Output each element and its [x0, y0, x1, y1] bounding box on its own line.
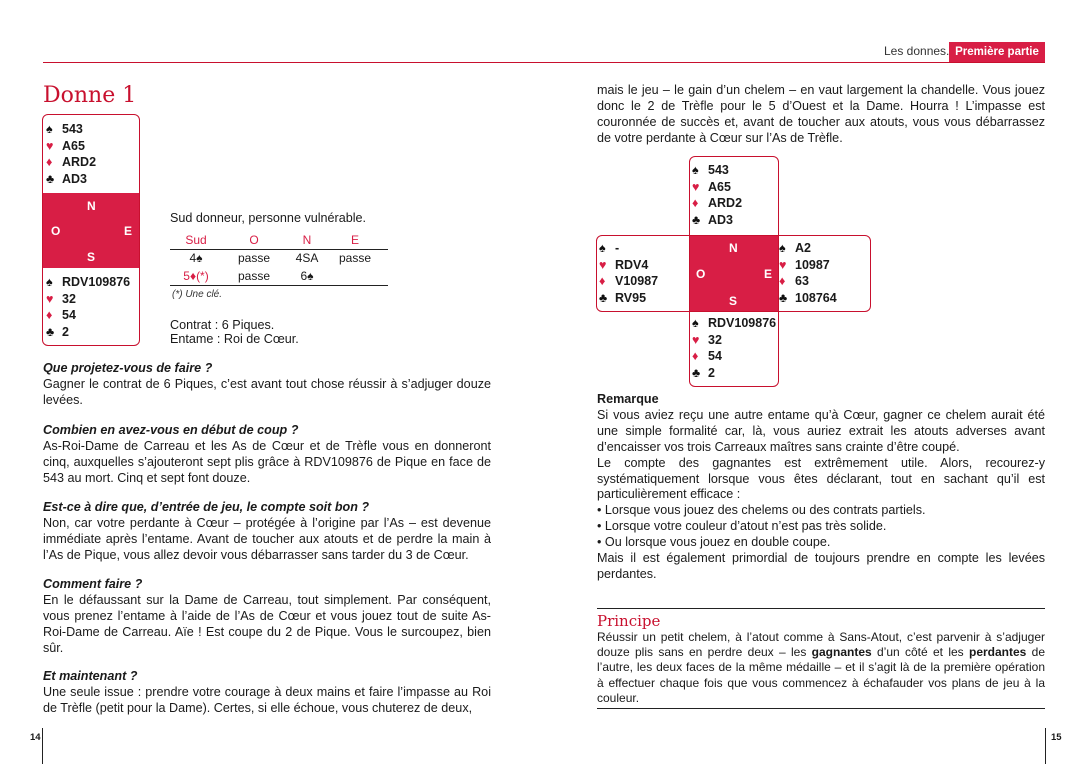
compass-n: N: [729, 241, 738, 255]
answer: As-Roi-Dame de Carreau et les As de Cœur et de Trèfle vous en donneront cinq, auxquelles s’ajouteront sept plis grâce à RDV109876 de Pique en face de 543 au mort. Cinq et sept font douze.: [43, 438, 491, 485]
header-rule: [43, 62, 1045, 63]
club-icon: ♣: [779, 290, 788, 305]
remarque-paragraph: Si vous aviez reçu une autre entame qu’à Cœur, gagner ce chelem aurait été une simple formalité car, là, vous auriez extrait les atouts adverses avant d’encaisser vos trois Carreaux maîtres sans crainte d’être coupé.: [597, 407, 1045, 454]
compass-e: E: [764, 267, 773, 281]
heart-icon: ♥: [692, 332, 700, 347]
heart-icon: ♥: [46, 291, 54, 306]
bid-header-sud: Sud: [185, 233, 207, 247]
qa-block-2: [43, 423, 491, 487]
bid-cell: passe: [237, 251, 271, 265]
answer: Gagner le contrat de 6 Piques, c’est avant tout chose réussir à s’adjuger douze levées.: [43, 376, 491, 407]
remarque-paragraph: Mais il est également primordial de toujours prendre en compte les levées perdantes.: [597, 551, 1045, 581]
question: Est-ce à dire que, d’entrée de jeu, le compte soit bon ?: [43, 500, 370, 514]
heart-icon: ♥: [692, 179, 700, 194]
club-icon: ♣: [46, 324, 55, 339]
qa-block-4: [43, 577, 491, 657]
spade-icon: ♠: [779, 241, 786, 255]
heart-icon: ♥: [779, 257, 787, 272]
diamond-icon: ♦: [692, 196, 699, 211]
page-number-left: 14: [30, 732, 41, 743]
compass-n: N: [87, 199, 96, 213]
spade-icon: ♠: [692, 163, 699, 177]
compass-s: S: [87, 250, 96, 264]
diamond-icon: ♦: [599, 274, 606, 289]
part-badge: Première partie: [949, 42, 1045, 62]
south-hand: ♠ RDV109876 ♥ 32 ♦ 54 ♣ 2: [692, 316, 777, 380]
bid-header-n: N: [302, 233, 312, 247]
ns-compass: [43, 193, 139, 268]
bid-header-o: O: [249, 233, 259, 247]
qa-block-3: [43, 500, 491, 564]
east-hand: ♠ A2 ♥ 10987 ♦ 63 ♣ 108764: [779, 241, 837, 305]
page-number-right: 15: [1051, 732, 1062, 743]
compass-s: S: [729, 294, 738, 308]
west-hand: ♠ - ♥ RDV4 ♦ V10987 ♣ RV95: [599, 241, 659, 305]
bid-footnote: (*) Une clé.: [172, 289, 223, 300]
spade-icon: ♠: [692, 316, 699, 330]
spade-icon: ♠: [46, 122, 53, 136]
bid-rule: [170, 285, 388, 286]
qa-block-1: [43, 361, 491, 409]
principe-top-rule: [597, 608, 1045, 609]
club-icon: ♣: [46, 171, 55, 186]
page-title: Donne 1: [43, 83, 137, 108]
diamond-icon: ♦: [46, 308, 53, 323]
continuation-paragraph: mais le jeu – le gain d’un chelem – en vaut largement la chandelle. Vous jouez donc le 2 de Trèfle pour le 5 d’Ouest et la Dame. Hourra ! L’impasse est couronnée de succès et, avant de toucher aux atouts, vous vous débarrassez de votre perdante à Cœur sur l’As de Trèfle.: [597, 83, 1045, 145]
principe-bottom-rule: [597, 708, 1045, 709]
bid-cell: 6♠: [300, 269, 314, 283]
footer-rule-right: [1045, 728, 1046, 764]
compass-o: O: [696, 267, 706, 281]
ns-compass-right: [690, 236, 778, 311]
spade-icon: ♠: [46, 275, 53, 289]
bullet-item: • Lorsque vous jouez des chelems ou des contrats partiels.: [597, 503, 926, 518]
running-header-section: Les donnes.: [884, 44, 950, 58]
club-icon: ♣: [692, 212, 701, 227]
question: Comment faire ?: [43, 577, 143, 591]
question: Combien en avez-vous en début de coup ?: [43, 423, 299, 437]
answer: Non, car votre perdante à Cœur – protégée à l’origine par l’As – est devenue immédiate après l’entame. Avant de toucher aux atouts et de perdre la main à l’As de Pique, vous allez devoir vous débarrasser sans tarder du 3 de Cœur.: [43, 515, 491, 562]
qa-block-5: [43, 669, 491, 717]
bid-cell: passe: [237, 269, 271, 283]
footer-rule-left: [42, 728, 43, 764]
bullet-item: • Ou lorsque vous jouez en double coupe.: [597, 535, 831, 550]
remarque-paragraph: Le compte des gagnantes est extrêmement utile. Alors, recourez-y systématiquement lorsque vous êtes déclarant, tout en sachant qu’il est particulièrement efficace :: [597, 455, 1045, 502]
bid-rule: [170, 249, 388, 250]
compass-o: O: [51, 224, 61, 238]
remarque-title: Remarque: [597, 392, 659, 406]
diamond-icon: ♦: [46, 155, 53, 170]
diamond-icon: ♦: [779, 274, 786, 289]
diamond-icon: ♦: [692, 349, 699, 364]
north-hand: ♠ 543 ♥ A65 ♦ ARD2 ♣ AD3: [692, 163, 743, 227]
answer: Une seule issue : prendre votre courage à deux mains et faire l’impasse au Roi de Trèfle (petit pour la Dame). Certes, si elle échoue, vous chuterez de deux,: [43, 684, 491, 715]
south-hand-left: ♠ RDV109876 ♥ 32 ♦ 54 ♣ 2: [46, 275, 131, 339]
deal-info: Sud donneur, personne vulnérable.: [170, 211, 367, 225]
club-icon: ♣: [599, 290, 608, 305]
principe-title: Principe: [597, 612, 661, 630]
bid-header-e: E: [350, 233, 359, 247]
remarque-section: [597, 392, 1045, 583]
compass-e: E: [124, 224, 133, 238]
opening-lead: Entame : Roi de Cœur.: [170, 332, 299, 346]
bid-cell: passe: [338, 251, 372, 265]
spade-icon: ♠: [599, 241, 606, 255]
question: Et maintenant ?: [43, 669, 138, 683]
answer: En le défaussant sur la Dame de Carreau, tout simplement. Par conséquent, vous prenez l’entame à l’aide de l’As de Cœur et vous jouez tout de suite As-Roi-Dame de Carreau. Aïe ! Est coupe du 2 de Pique. Vous le surcoupez, bien sûr.: [43, 592, 491, 655]
bullet-item: • Lorsque votre couleur d’atout n’est pas très solide.: [597, 519, 887, 534]
heart-icon: ♥: [46, 138, 54, 153]
contract: Contrat : 6 Piques.: [170, 318, 275, 332]
heart-icon: ♥: [599, 257, 607, 272]
principe-text: Réussir un petit chelem, à l’atout comme à Sans-Atout, c’est parvenir à s’adjuger douze plis sans en perdre deux – les gagnantes d’un côté et les perdantes de l’autre, les deux faces de la même médaille – et il s’agit là de la première opération à effectuer chaque fois que vous commencez à échafauder vos plans de jeu à la couleur.: [597, 630, 1046, 705]
question: Que projetez-vous de faire ?: [43, 361, 213, 375]
bid-cell: 4♠: [189, 251, 203, 265]
bid-cell: 5♦(*): [183, 269, 209, 283]
bid-cell: 4SA: [295, 251, 319, 265]
north-hand-left: ♠ 543 ♥ A65 ♦ ARD2 ♣ AD3: [46, 122, 97, 186]
club-icon: ♣: [692, 365, 701, 380]
